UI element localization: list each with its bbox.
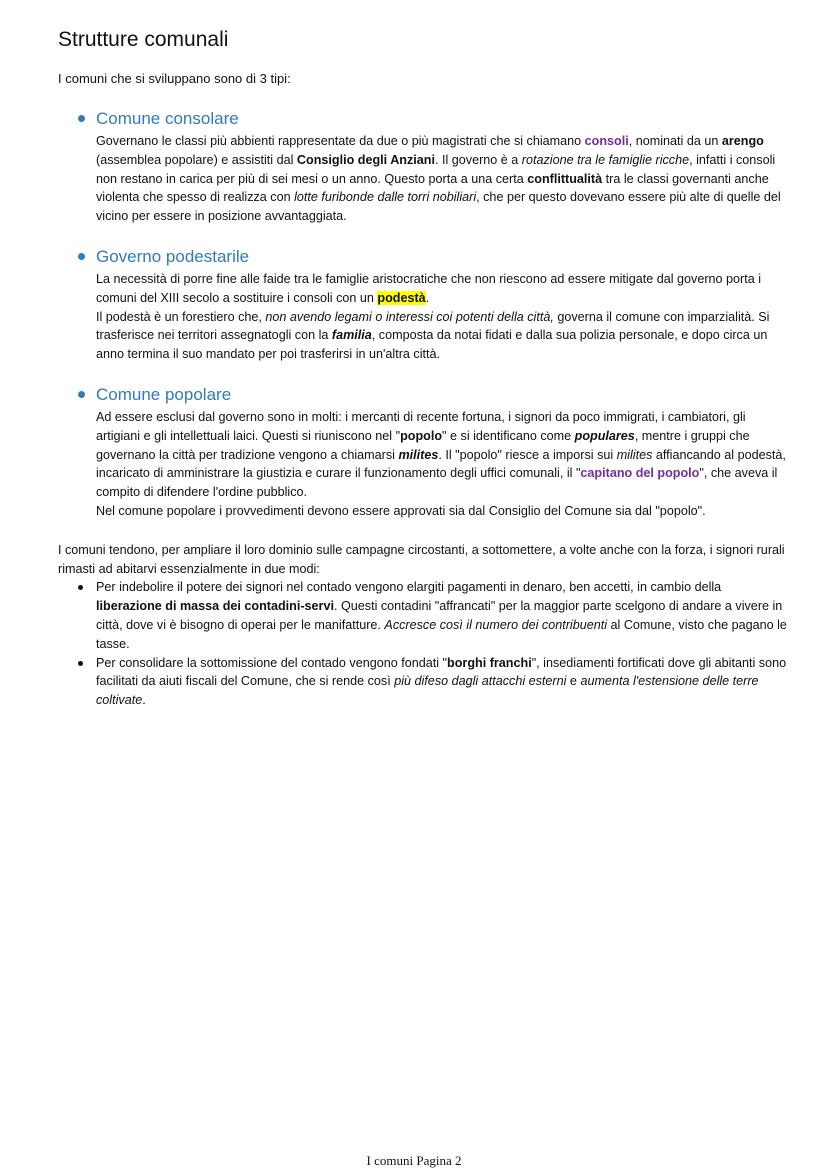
text-run: e [566, 674, 581, 689]
text-run: Per indebolire il potere dei signori nel contado vengono elargiti pagamenti in denaro, ben accetti, in cambio della [96, 580, 722, 595]
bullet-dot-icon [78, 115, 85, 122]
text-run: Ad essere esclusi dal governo sono in molti: i mercanti di recente fortuna, i signori da poco immigrati, i cambiatori, gli artigiani e gli intellettuali laici. Questi si riuniscono nel " [96, 409, 746, 443]
text-run: . [425, 290, 430, 305]
emphasis-text: popolo [400, 428, 443, 443]
document-page [58, 28, 788, 710]
emphasis-text: aumenta l'estensione delle terre coltivate [96, 674, 759, 708]
section-paragraph [96, 270, 788, 308]
section-heading: Comune popolare [96, 384, 232, 404]
section-paragraph [96, 408, 788, 502]
text-run: Governano le classi più abbienti rappresentate da due o più magistrati che si chiamano [96, 134, 585, 148]
list-item-text [96, 580, 787, 650]
bullet-dot-icon [78, 391, 85, 398]
text-run: , mentre i gruppi che governano la città per tradizione vengono a chiamarsi [96, 428, 750, 462]
list-item-text [96, 656, 786, 708]
section-paragraph [96, 132, 788, 226]
list-item [58, 654, 788, 710]
section-heading: Comune consolare [96, 109, 239, 128]
emphasis-text: rotazione tra le famiglie ricche [521, 152, 690, 167]
domination-paragraph: I comuni tendono, per ampliare il loro dominio sulle campagne circostanti, a sottomettere, a volte anche con la forza, i signori rurali rimasti ad abitarvi essenzialmente in due modi: [58, 542, 785, 576]
emphasis-text: più difeso dagli attacchi esterni [394, 674, 567, 689]
text-run: , che per questo dovevano essere più alte di quelle del vicino per essere in posizione avvantaggiata. [96, 190, 781, 224]
bullet-dot-icon [78, 661, 83, 666]
text-run: . Il governo è a [434, 152, 522, 167]
emphasis-text: capitano del popolo [580, 466, 700, 481]
section-paragraph [96, 502, 788, 521]
emphasis-text: arengo [721, 134, 764, 148]
section-paragraph [96, 308, 788, 364]
emphasis-text: Consiglio degli Anziani [296, 152, 435, 167]
emphasis-text: conflittualità [527, 171, 603, 186]
text-run: . [142, 693, 146, 708]
text-run: , infatti i consoli non restano in carica per più di sei mesi o un anno. Questo porta a una certa [96, 152, 776, 186]
emphasis-text: Accresce così il numero dei contribuenti [384, 617, 608, 632]
text-run: . Questi contadini "affrancati" per la maggior parte scelgono di andare a vivere in città, dove vi è bisogno di operai per le manifatture. [96, 599, 783, 632]
text-run: Nel comune popolare i provvedimenti devono essere approvati sia dal Consiglio del Comune sia dal "popolo". [96, 503, 706, 518]
section-governo-podestarile [58, 246, 788, 364]
comune-types-list [58, 108, 788, 521]
text-run: . Il "popolo" riesce a imporsi sui [438, 447, 617, 462]
emphasis-text: populares [574, 428, 635, 443]
text-run: , nominati da un [628, 134, 722, 148]
emphasis-text: lotte furibonde dalle torri nobiliari [294, 190, 477, 205]
emphasis-text: milites [616, 447, 653, 462]
emphasis-text: liberazione di massa dei contadini-servi [96, 599, 334, 614]
section-comune-popolare [58, 384, 788, 521]
text-run: , composta da notai fidati e dalla sua polizia personale, e dopo circa un anno termina il suo mandato per poi trasferirsi in un'altra città. [96, 328, 768, 362]
intro-text: I comuni che si sviluppano sono di 3 tipi: [58, 71, 291, 86]
text-run: tra le classi governanti anche violenta che spesso di realizza con [96, 171, 769, 205]
text-run: al Comune, visto che pagano le tasse. [96, 617, 787, 651]
emphasis-text: milites [398, 447, 439, 462]
text-run: ", che aveva il compito di difendere l'ordine pubblico. [96, 466, 778, 500]
emphasis-text: familia [331, 328, 372, 343]
section-comune-consolare [58, 108, 788, 226]
domination-methods-list [58, 578, 788, 710]
text-run: governa il comune con imparzialità. Si trasferisce nei territori assegnatogli con la [96, 309, 770, 343]
emphasis-text: consoli [584, 134, 629, 148]
text-run: La necessità di porre fine alle faide tra le famiglie aristocratiche che non riescono ad essere mitigate dal governo porta i comuni del XIII secolo a sostituire i consoli con un [96, 271, 762, 305]
list-item [58, 578, 788, 653]
bullet-dot-icon [78, 585, 83, 590]
section-heading: Governo podestarile [96, 246, 250, 266]
text-run: ", insediamenti fortificati dove gli abitanti sono facilitati da aiuti fiscali del Comune, che si rende così [96, 655, 787, 689]
text-run: affiancando al podestà, incaricato di amministrare la giustizia e curare il funzionamento degli uffici comunali, il " [96, 447, 786, 481]
emphasis-text: podestà [377, 290, 426, 305]
text-run: " e si identificano come [442, 428, 575, 443]
emphasis-text: borghi franchi [447, 655, 532, 670]
emphasis-text: non avendo legami o interessi coi potenti della città, [265, 309, 554, 324]
text-run: (assemblea popolare) e assistiti dal [96, 152, 297, 167]
page-footer: I comuni Pagina 2 [366, 1153, 462, 1168]
bullet-dot-icon [78, 253, 85, 260]
page-title: Strutture comunali [58, 28, 229, 51]
text-run: Per consolidare la sottomissione del contado vengono fondati " [96, 655, 448, 670]
text-run: Il podestà è un forestiero che, [96, 309, 266, 324]
